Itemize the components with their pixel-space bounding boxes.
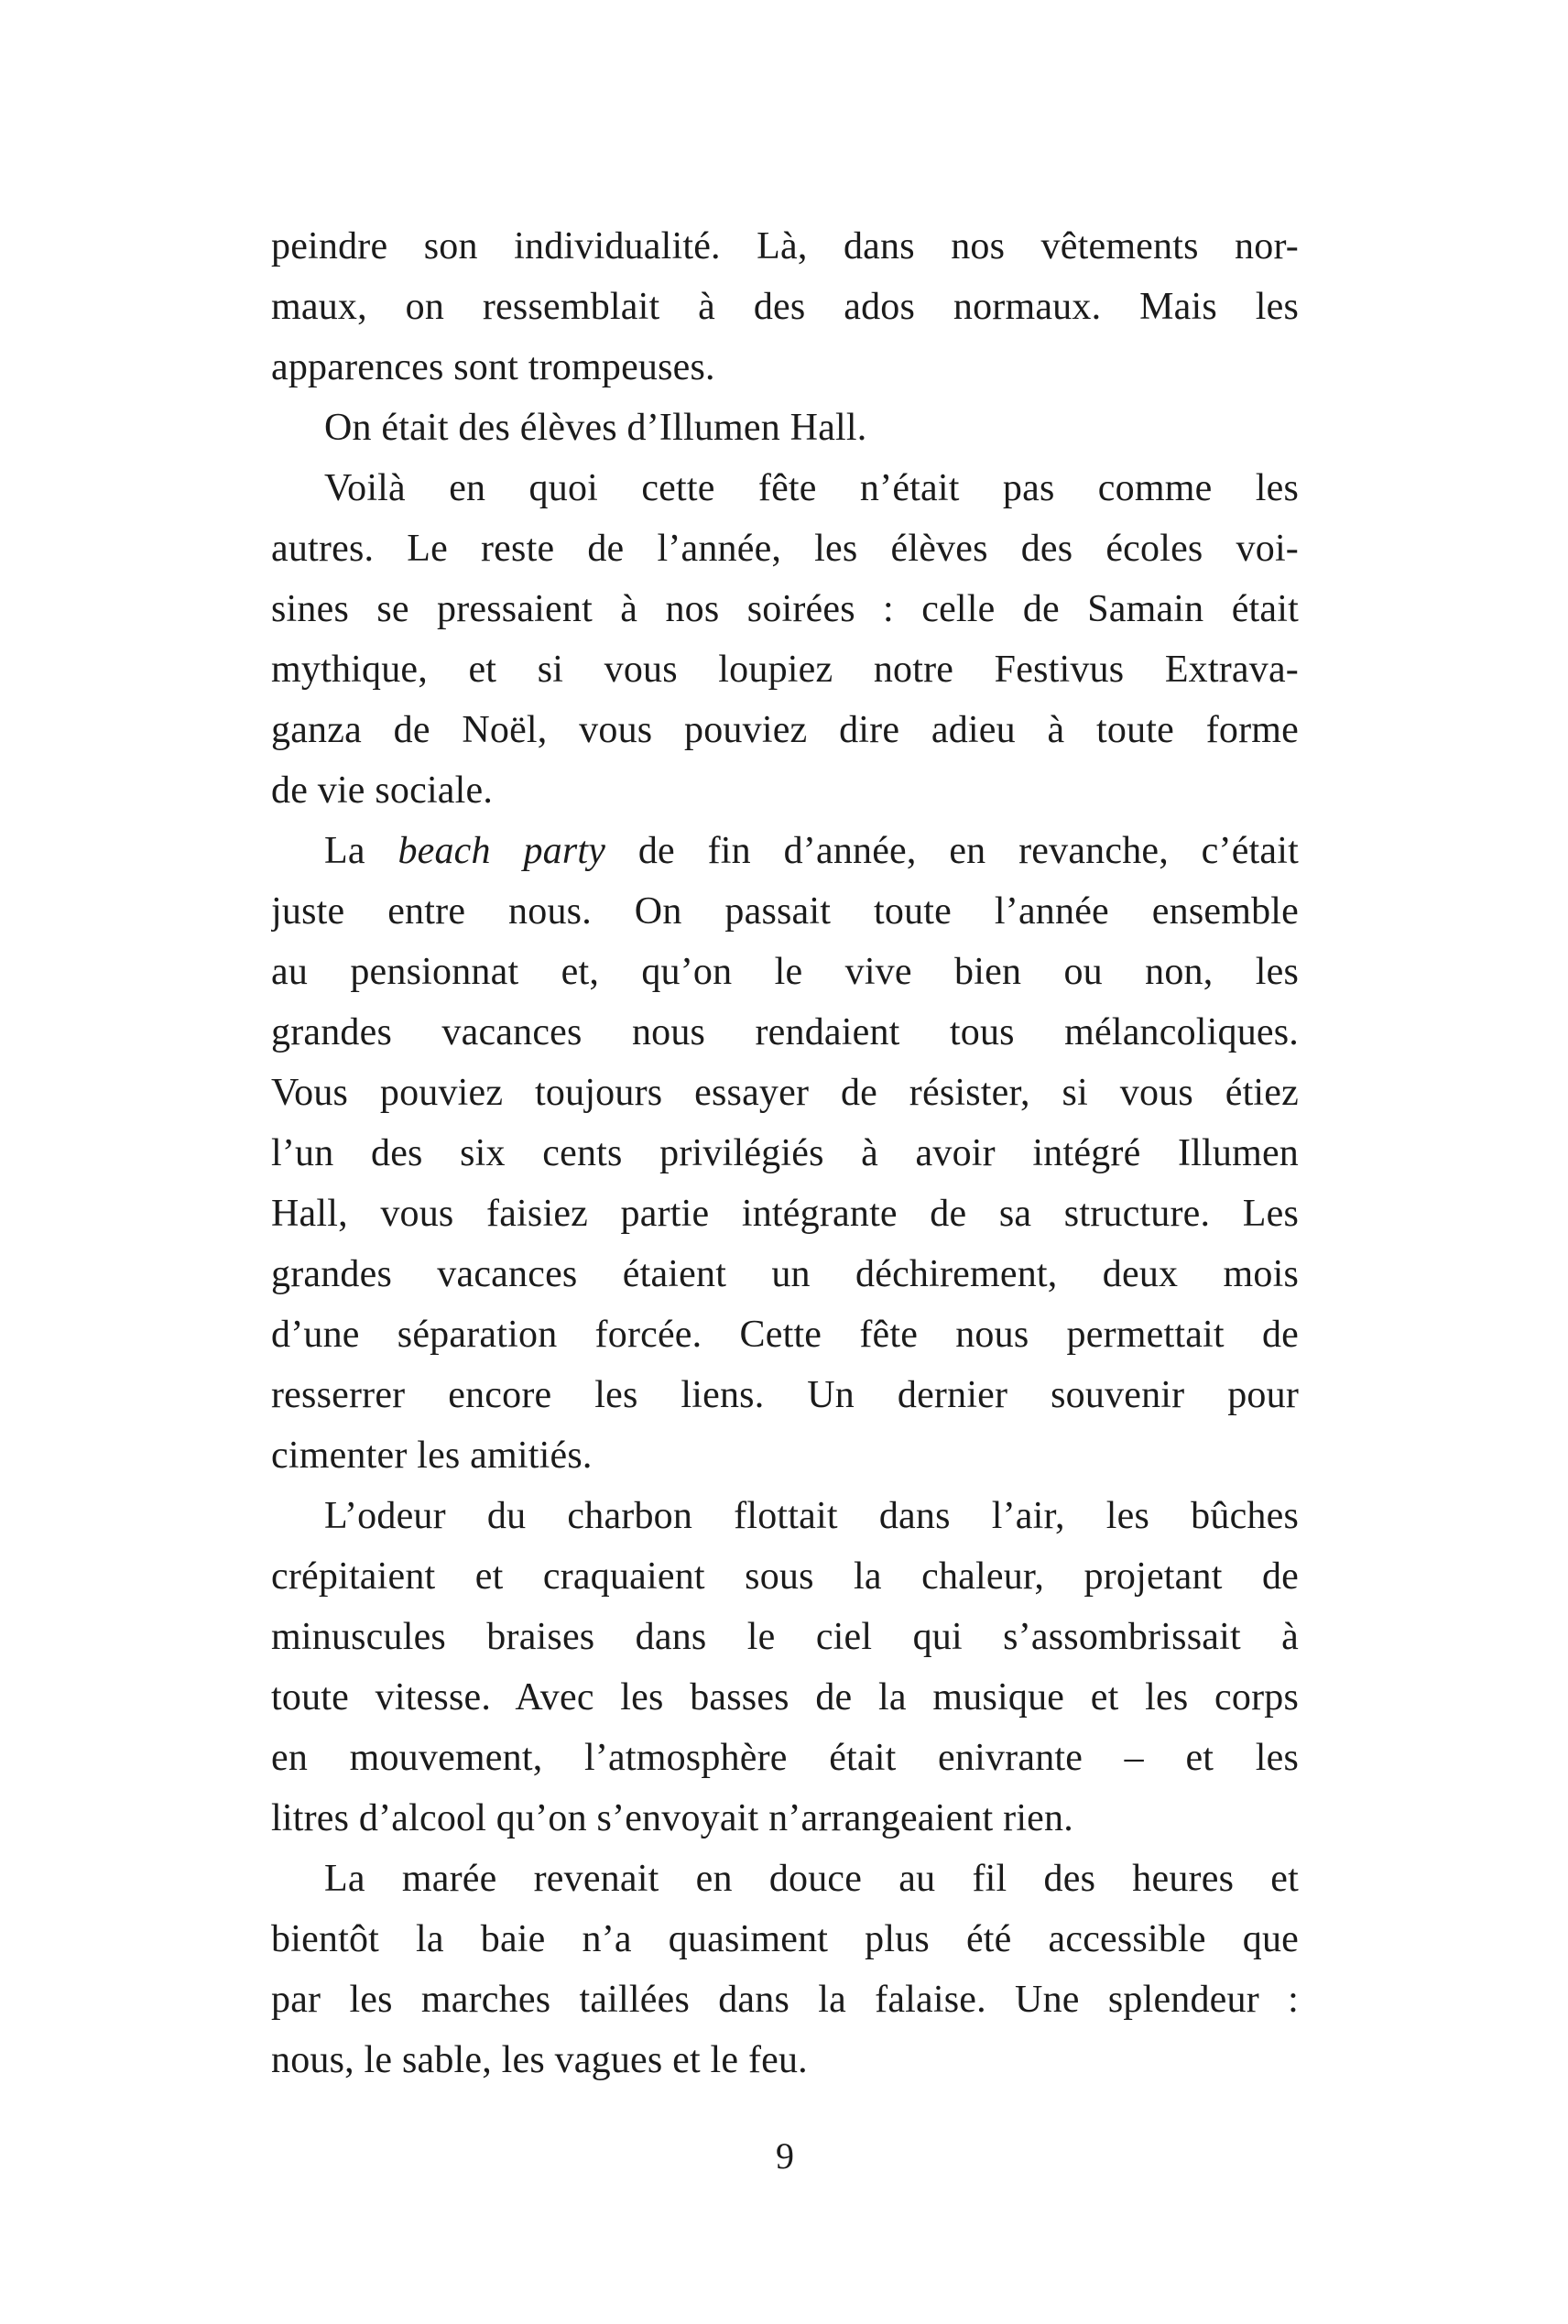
- text-run: autres. Le reste de l’année, les élèves des écoles voi-: [271, 528, 1299, 570]
- text-run: de vie sociale.: [271, 769, 494, 812]
- text-run: apparences sont trompeuses.: [271, 346, 715, 388]
- text-line: [271, 337, 1299, 398]
- text-run: par les marches taillées dans la falaise. Une splendeur :: [271, 1979, 1299, 2021]
- text-run: litres d’alcool qu’on s’envoyait n’arrangeaient rien.: [271, 1797, 1073, 1839]
- page-text: [271, 216, 1299, 2090]
- text-run: nous, le sable, les vagues et le feu.: [271, 2039, 808, 2081]
- text-run: resserrer encore les liens. Un dernier souvenir pour: [271, 1374, 1299, 1416]
- text-line: [271, 821, 1299, 881]
- text-line: [271, 579, 1299, 639]
- text-line: [271, 1486, 1299, 1546]
- text-line: [271, 1123, 1299, 1184]
- text-run: peindre son individualité. Là, dans nos vêtements nor-: [271, 225, 1299, 267]
- text-line: [271, 1728, 1299, 1788]
- text-line: [271, 1788, 1299, 1849]
- text-line: [271, 1063, 1299, 1123]
- text-line: [271, 1184, 1299, 1244]
- text-run: de fin d’année, en revanche, c’était: [605, 830, 1299, 872]
- text-run: Voilà en quoi cette fête n’était pas comme les: [324, 467, 1299, 509]
- text-run: minuscules braises dans le ciel qui s’assombrissait à: [271, 1616, 1299, 1658]
- text-line: [271, 881, 1299, 942]
- text-run: Hall, vous faisiez partie intégrante de sa structure. Les: [271, 1193, 1299, 1235]
- page-number: 9: [776, 2135, 794, 2177]
- text-run: cimenter les amitiés.: [271, 1435, 593, 1477]
- text-line: [271, 277, 1299, 337]
- italic-text-run: beach party: [397, 830, 606, 872]
- text-line: [271, 1546, 1299, 1607]
- text-line: [271, 398, 1299, 458]
- text-line: [271, 1607, 1299, 1667]
- text-run: crépitaient et craquaient sous la chaleur, projetant de: [271, 1555, 1299, 1598]
- text-line: [271, 760, 1299, 821]
- text-run: bientôt la baie n’a quasiment plus été accessible que: [271, 1918, 1299, 1960]
- text-line: [271, 1667, 1299, 1728]
- text-line: [271, 700, 1299, 760]
- text-line: [271, 1365, 1299, 1425]
- text-run: La: [324, 830, 398, 872]
- text-run: mythique, et si vous loupiez notre Festivus Extrava-: [271, 649, 1299, 691]
- text-line: [271, 1849, 1299, 1909]
- text-line: [271, 458, 1299, 518]
- text-run: maux, on ressemblait à des ados normaux. Mais les: [271, 286, 1299, 328]
- text-run: La marée revenait en douce au fil des heures et: [324, 1858, 1299, 1900]
- text-line: [271, 639, 1299, 700]
- text-line: [271, 1002, 1299, 1063]
- text-line: [271, 216, 1299, 277]
- text-line: [271, 1244, 1299, 1304]
- text-run: On était des élèves d’Illumen Hall.: [324, 407, 867, 449]
- text-line: [271, 2030, 1299, 2090]
- text-line: [271, 942, 1299, 1002]
- text-run: en mouvement, l’atmosphère était enivrante – et les: [271, 1737, 1299, 1779]
- text-run: toute vitesse. Avec les basses de la musique et les corps: [271, 1676, 1299, 1718]
- text-run: L’odeur du charbon flottait dans l’air, les bûches: [324, 1495, 1299, 1537]
- text-run: sines se pressaient à nos soirées : celle de Samain était: [271, 588, 1299, 630]
- text-run: grandes vacances nous rendaient tous mélancoliques.: [271, 1011, 1299, 1053]
- text-run: l’un des six cents privilégiés à avoir intégré Illumen: [271, 1132, 1299, 1174]
- text-line: [271, 1425, 1299, 1486]
- text-run: ganza de Noël, vous pouviez dire adieu à toute forme: [271, 709, 1299, 751]
- text-run: Vous pouviez toujours essayer de résister, si vous étiez: [271, 1072, 1299, 1114]
- text-line: [271, 1304, 1299, 1365]
- text-run: d’une séparation forcée. Cette fête nous permettait de: [271, 1314, 1299, 1356]
- text-line: [271, 1909, 1299, 1969]
- text-run: au pensionnat et, qu’on le vive bien ou non, les: [271, 951, 1299, 993]
- text-run: grandes vacances étaient un déchirement, deux mois: [271, 1253, 1299, 1295]
- text-line: [271, 1969, 1299, 2030]
- text-run: juste entre nous. On passait toute l’année ensemble: [271, 890, 1299, 933]
- text-line: [271, 518, 1299, 579]
